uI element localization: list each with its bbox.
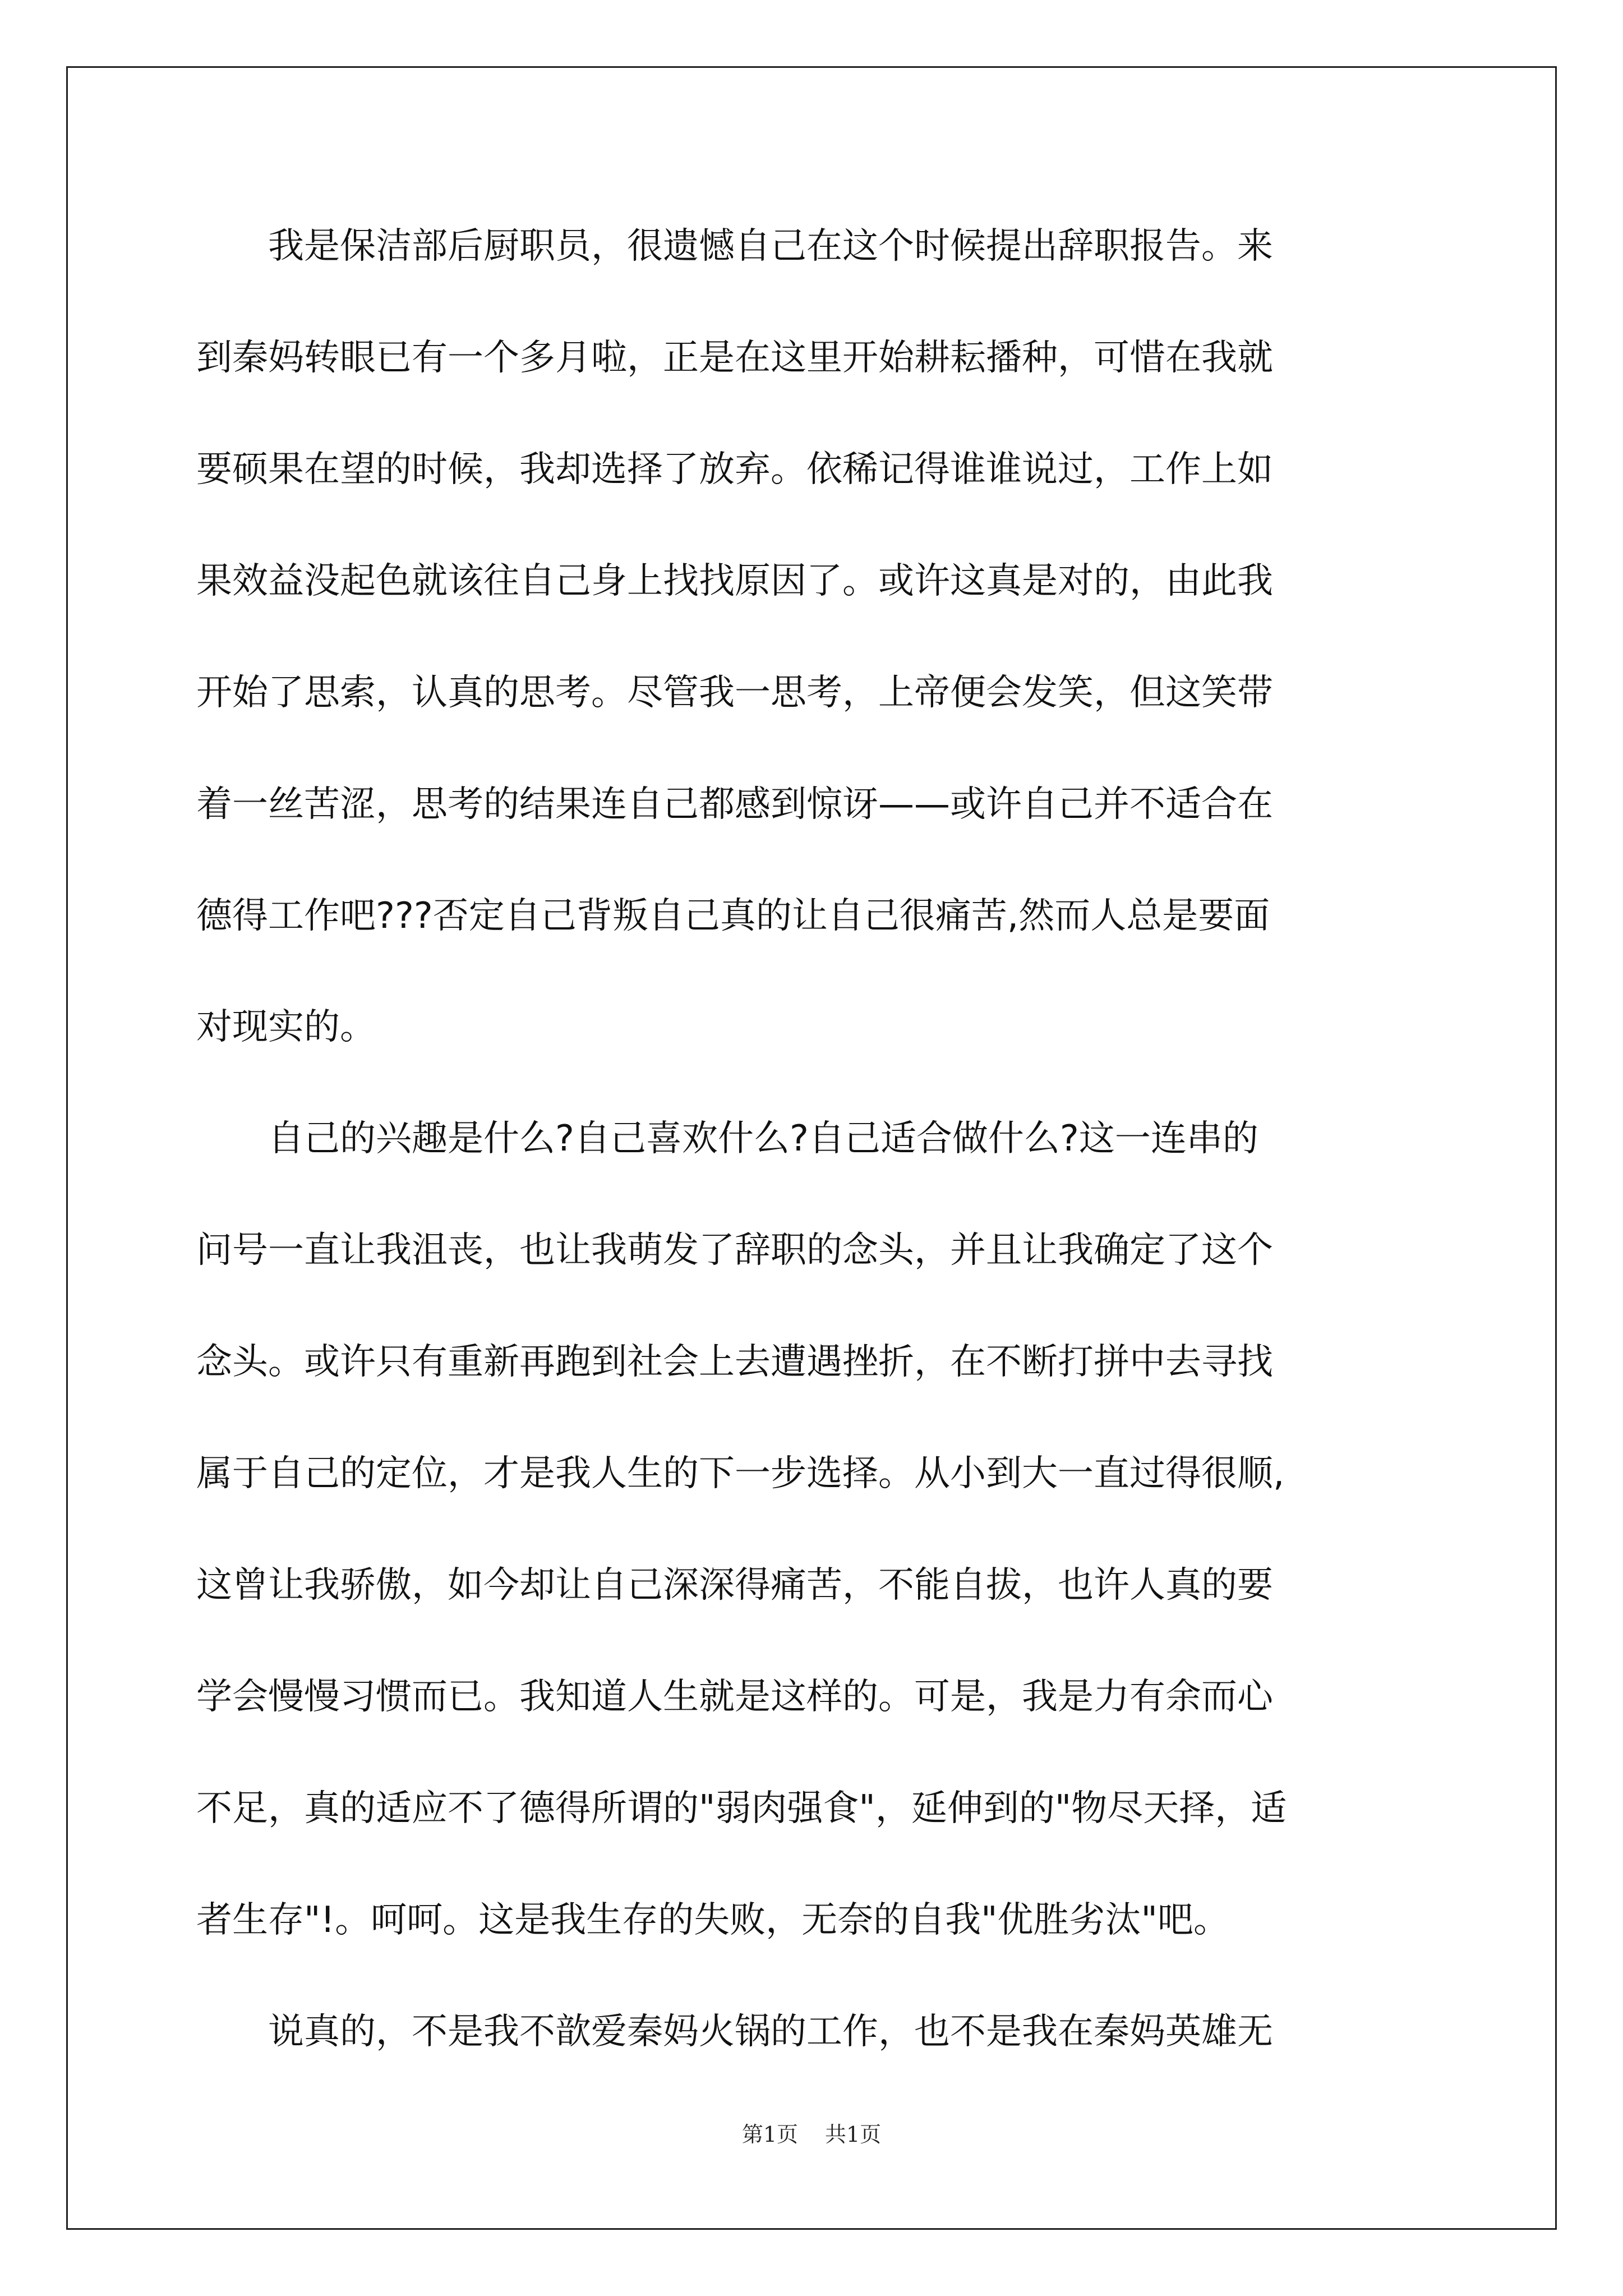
- page-footer: [0, 2119, 1623, 2150]
- page-number: 第1页: [741, 2122, 798, 2147]
- text-line: 自己的兴趣是什么?自己喜欢什么?自己适合做什么?这一连串的: [196, 1118, 1258, 1159]
- text-line: 学会慢慢习惯而已。我知道人生就是这样的。可是，我是力有余而心: [196, 1676, 1273, 1718]
- text-line: 对现实的。: [196, 1006, 376, 1048]
- text-line: 念头。或许只有重新再跑到社会上去遭遇挫折，在不断打拼中去寻找: [196, 1341, 1273, 1383]
- text-line: 属于自己的定位，才是我人生的下一步选择。从小到大一直过得很顺,: [196, 1453, 1285, 1494]
- page-total: 共1页: [825, 2122, 882, 2147]
- text-line: 不足，真的适应不了德得所谓的"弱肉强食"，延伸到的"物尽天择，适: [196, 1788, 1287, 1829]
- text-line: 到秦妈转眼已有一个多月啦，正是在这里开始耕耘播种，可惜在我就: [196, 337, 1273, 379]
- text-line: 德得工作吧???否定自己背叛自己真的让自己很痛苦,然而人总是要面: [196, 895, 1270, 937]
- text-line: 这曾让我骄傲，如今却让自己深深得痛苦，不能自拔，也许人真的要: [196, 1565, 1273, 1606]
- text-line: 者生存"!。呵呵。这是我生存的失败，无奈的自我"优胜劣汰"吧。: [196, 1899, 1229, 1941]
- text-line: 开始了思索，认真的思考。尽管我一思考，上帝便会发笑，但这笑带: [196, 672, 1273, 714]
- text-line: 着一丝苦涩，思考的结果连自己都感到惊讶——或许自己并不适合在: [196, 784, 1273, 825]
- text-line: 说真的，不是我不歆爱秦妈火锅的工作，也不是我在秦妈英雄无: [196, 2011, 1273, 2053]
- text-line: 我是保洁部后厨职员，很遗憾自己在这个时候提出辞职报告。来: [196, 226, 1273, 267]
- text-line: 问号一直让我沮丧，也让我萌发了辞职的念头，并且让我确定了这个: [196, 1230, 1273, 1271]
- text-line: 要硕果在望的时候，我却选择了放弃。依稀记得谁谁说过，工作上如: [196, 449, 1273, 490]
- text-line: 果效益没起色就该往自己身上找找原因了。或许这真是对的，由此我: [196, 560, 1273, 602]
